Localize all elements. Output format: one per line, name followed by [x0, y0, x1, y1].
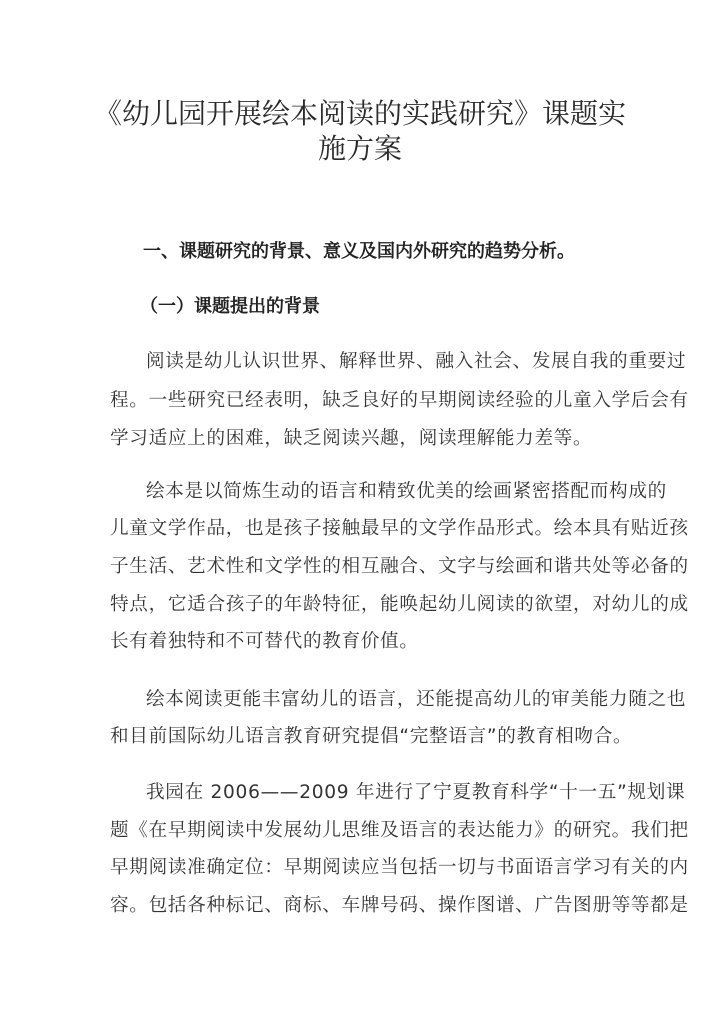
paragraph-4-line: 我园在 2006——2009 年进行了宁夏教育科学“十一五”规划课	[146, 782, 686, 803]
document-title-line-1: 《幼儿园开展绘本阅读的实践研究》课题实	[93, 97, 626, 130]
paragraph-3-line: 绘本阅读更能丰富幼儿的语言，还能提高幼儿的审美能力随之也	[146, 689, 687, 710]
subsection-heading: （一）课题提出的背景	[140, 296, 320, 317]
paragraph-2-line: 特点，它适合孩子的年龄特征，能唤起幼儿阅读的欲望，对幼儿的成	[110, 594, 689, 615]
paragraph-1-line: 程。一些研究已经表明，缺乏良好的早期阅读经验的儿童入学后会有	[110, 390, 689, 411]
paragraph-4-line: 早期阅读准确定位：早期阅读应当包括一切与书面语言学习有关的内	[110, 857, 689, 878]
section-heading: 一、课题研究的背景、意义及国内外研究的趋势分析。	[143, 241, 575, 262]
paragraph-2-line: 绘本是以简炼生动的语言和精致优美的绘画紧密搭配而构成的	[146, 481, 667, 502]
paragraph-4-line: 题《在早期阅读中发展幼儿思维及语言的表达能力》的研究。我们把	[110, 820, 689, 841]
document-title-line-2: 施方案	[317, 132, 402, 165]
paragraph-2-line: 长有着独特和不可替代的教育价值。	[110, 631, 419, 652]
paragraph-1-line: 学习适应上的困难，缺乏阅读兴趣，阅读理解能力差等。	[110, 428, 593, 449]
paragraph-2-line: 子生活、艺术性和文学性的相互融合、文字与绘画和谐共处等必备的	[110, 556, 689, 577]
paragraph-1-line: 阅读是幼儿认识世界、解释世界、融入社会、发展自我的重要过	[146, 351, 687, 372]
paragraph-4-line: 容。包括各种标记、商标、车牌号码、操作图谱、广告图册等等都是	[110, 895, 689, 916]
paragraph-2-line: 儿童文学作品，也是孩子接触最早的文学作品形式。绘本具有贴近孩	[110, 518, 689, 539]
paragraph-3-line: 和目前国际幼儿语言教育研究提倡“完整语言”的教育相吻合。	[110, 726, 633, 747]
